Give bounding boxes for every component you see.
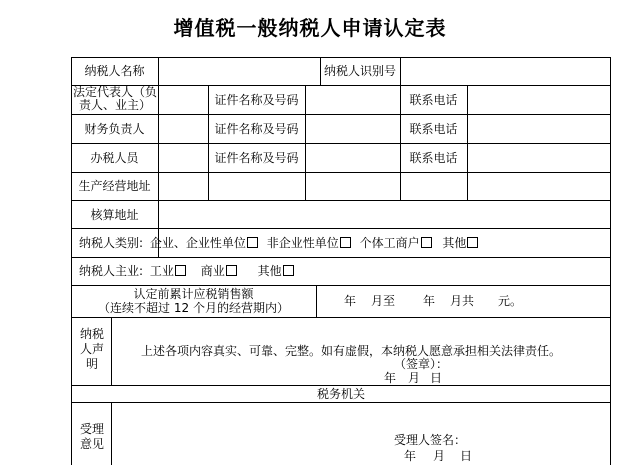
declaration-sign-label[interactable]: （签章）： <box>394 357 449 371</box>
production-address-label: 生产经营地址 <box>78 179 151 193</box>
declaration-text: 上述各项内容真实、可靠、完整。如有虚假，本纳税人愿意承担相关法律责任。 <box>141 344 562 358</box>
main-business-option-other: 其他 <box>257 264 282 278</box>
legal-rep-id-label: 证件名称及号码 <box>214 93 299 107</box>
sales-label-line1: 认定前累计应税销售额 <box>133 287 254 301</box>
sales-month-to: 月至 <box>371 294 396 308</box>
accounting-address-field[interactable] <box>159 201 610 228</box>
taxpayer-name-label: 纳税人名称 <box>84 64 145 78</box>
legal-rep-phone-label: 联系电话 <box>409 93 458 107</box>
sales-year-to: 年 <box>423 294 436 308</box>
declaration-date-year: 年 <box>384 371 397 385</box>
main-business-other-checkbox[interactable] <box>283 265 294 276</box>
legal-rep-label: 法定代表人（负责人、业主） <box>73 85 158 112</box>
tax-officer-phone-label: 联系电话 <box>409 151 458 165</box>
declaration-side-label: 纳税人声明 <box>80 327 105 371</box>
acceptance-side-label: 受理意见 <box>79 422 104 451</box>
category-option-non-enterprise: 非企业性单位 <box>266 236 339 250</box>
finance-head-id-field[interactable] <box>306 115 400 143</box>
taxpayer-id-label: 纳税人识别号 <box>323 64 396 78</box>
category-enterprise-checkbox[interactable] <box>247 237 258 248</box>
finance-head-name-field[interactable] <box>159 115 208 143</box>
acceptance-date-month: 月 <box>433 449 446 463</box>
main-business-row <box>79 264 295 278</box>
finance-head-phone-label: 联系电话 <box>409 122 458 136</box>
main-business-industry-checkbox[interactable] <box>175 265 186 276</box>
category-option-individual: 个体工商户 <box>359 236 420 250</box>
category-option-enterprise: 企业、企业性单位 <box>149 236 246 250</box>
category-option-other: 其他 <box>442 236 467 250</box>
legal-rep-phone-field[interactable] <box>468 86 610 114</box>
tax-officer-label: 办税人员 <box>90 151 139 165</box>
main-business-label: 纳税人主业: <box>79 264 144 278</box>
tax-authority-header: 税务机关 <box>316 387 365 401</box>
main-business-option-industry: 工业 <box>149 264 174 278</box>
finance-head-phone-field[interactable] <box>468 115 610 143</box>
tax-officer-name-field[interactable] <box>159 144 208 172</box>
taxpayer-id-field[interactable] <box>401 58 610 85</box>
category-other-checkbox[interactable] <box>467 237 478 248</box>
legal-rep-id-field[interactable] <box>306 86 400 114</box>
tax-officer-phone-field[interactable] <box>468 144 610 172</box>
acceptance-date-year: 年 <box>404 449 417 463</box>
legal-rep-name-field[interactable] <box>159 86 208 114</box>
production-address-field[interactable] <box>159 173 610 200</box>
category-individual-checkbox[interactable] <box>421 237 432 248</box>
tax-officer-id-field[interactable] <box>306 144 400 172</box>
sales-label-line2: （连续不超过 12 个月的经营期内） <box>98 301 289 315</box>
application-form <box>71 57 611 465</box>
taxpayer-name-field[interactable] <box>159 58 320 85</box>
declaration-date-day: 日 <box>430 371 443 385</box>
acceptance-opinion-field[interactable] <box>112 403 610 465</box>
accounting-address-label: 核算地址 <box>90 208 139 222</box>
main-business-commerce-checkbox[interactable] <box>226 265 237 276</box>
finance-head-label: 财务负责人 <box>84 122 145 136</box>
category-label: 纳税人类别: <box>79 236 144 250</box>
sales-year-from: 年 <box>344 294 357 308</box>
tax-officer-id-label: 证件名称及号码 <box>214 151 299 165</box>
category-non-enterprise-checkbox[interactable] <box>340 237 351 248</box>
main-business-option-commerce: 商业 <box>200 264 225 278</box>
sales-month-total: 月共 <box>450 294 475 308</box>
acceptance-signer-label: 受理人签名： <box>394 433 467 447</box>
finance-head-id-label: 证件名称及号码 <box>214 122 299 136</box>
category-row <box>79 236 479 250</box>
declaration-date-month: 月 <box>408 371 421 385</box>
page-title: 增值税一般纳税人申请认定表 <box>173 16 447 40</box>
acceptance-date-day: 日 <box>460 449 473 463</box>
sales-unit: 元。 <box>498 294 523 308</box>
